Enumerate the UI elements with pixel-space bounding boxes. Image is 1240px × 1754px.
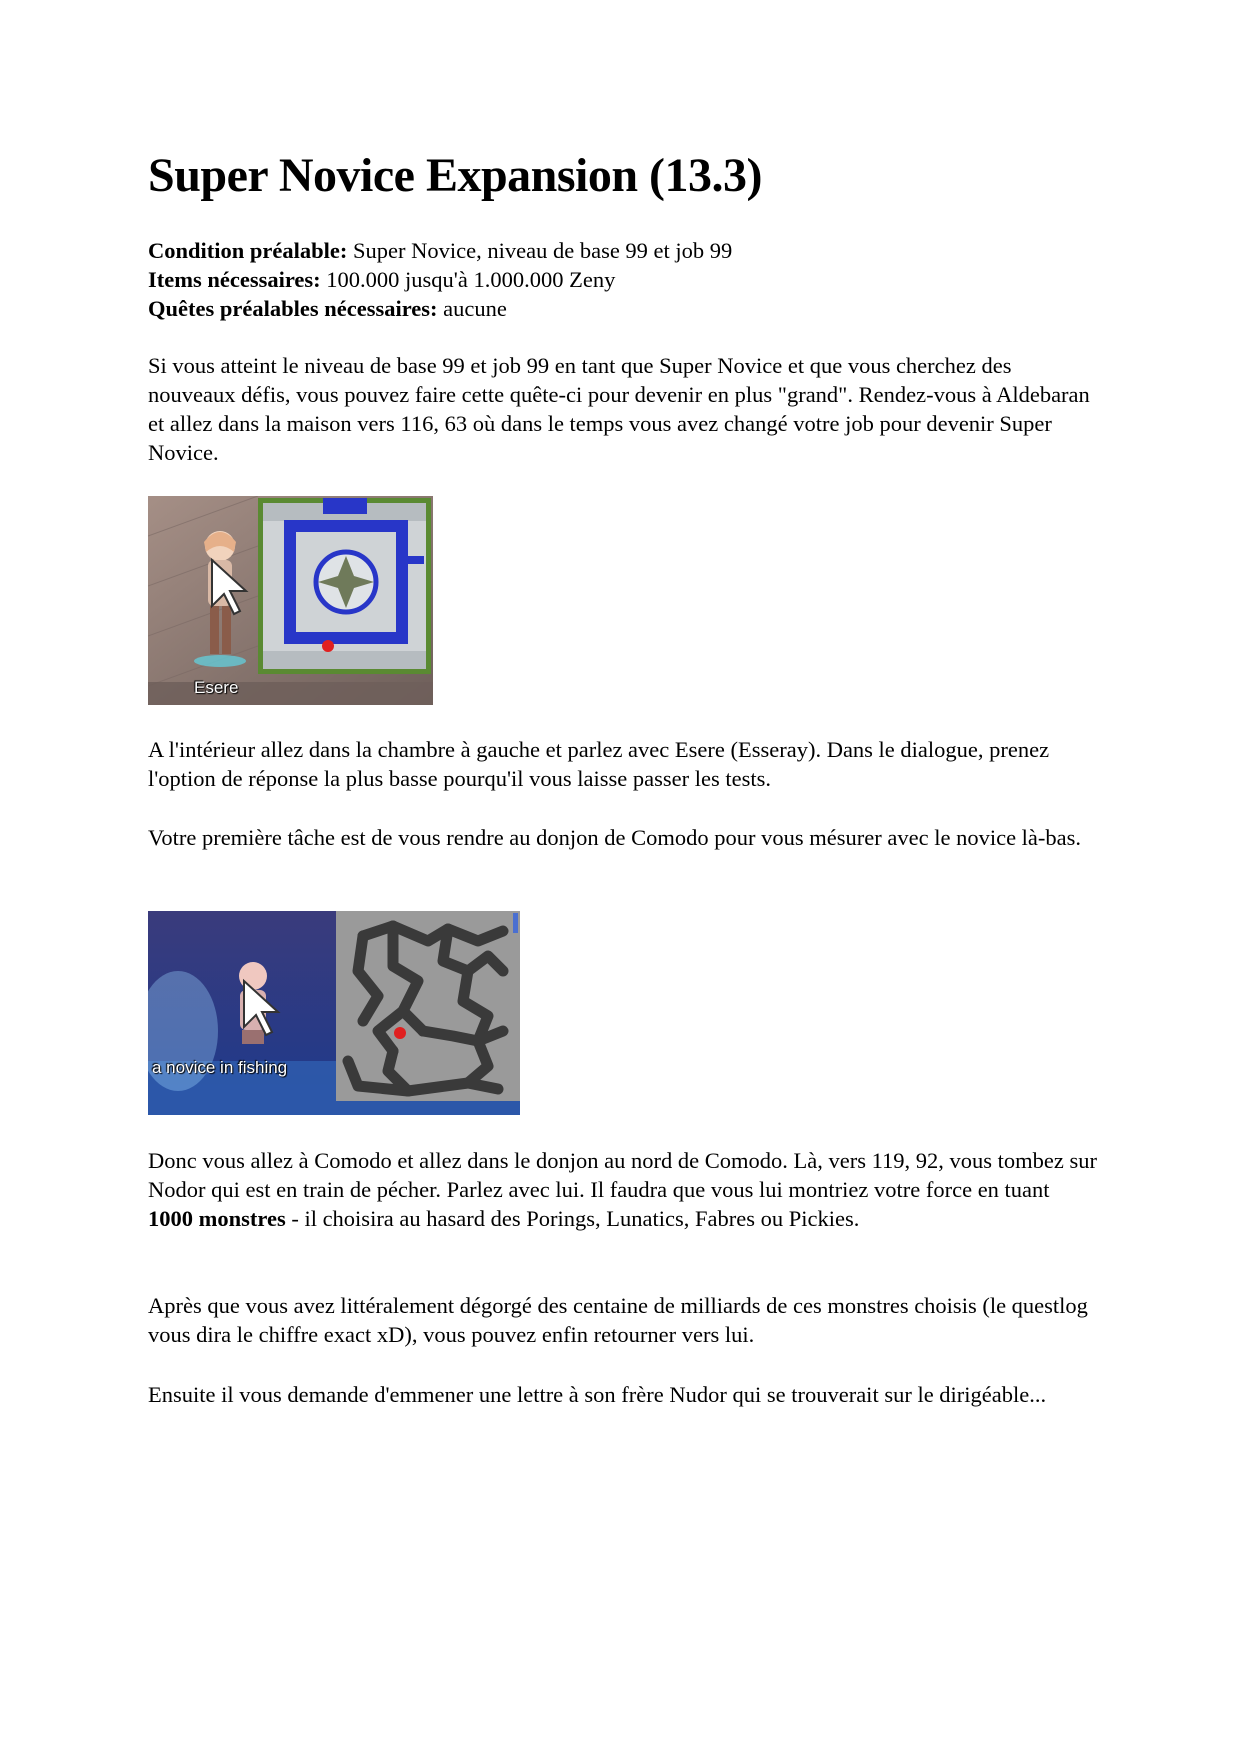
esere-paragraph: A l'intérieur allez dans la chambre à gauche et parlez avec Esere (Esseray). Dans le dialogue, prenez l'option de réponse la plus basse pourqu'il vous laisse passer les tests. [148,737,1050,791]
requirement-condition: Condition préalable: Super Novice, niveau de base 99 et job 99 [148,238,733,263]
monster-count: 1000 monstres [148,1206,286,1231]
requirements-block [148,236,732,323]
esere-scene-image [148,496,433,705]
dungeon-scene-image [148,911,520,1115]
esere-screenshot [148,496,433,705]
fishing-novice-caption: a novice in fishing [152,1058,288,1077]
requirement-quests: Quêtes préalables nécessaires: aucune [148,296,507,321]
comodo-paragraph: Donc vous allez à Comodo et allez dans le donjon au nord de Comodo. Là, vers 119, 92, vous tombez sur Nodor qui est en train de pécher. Parlez avec lui. Il faudra que vous lui montriez votre force en tuant 1000 monstres - il choisira au hasard des Porings, Lunatics, Fabres ou Pickies. [148,1148,1097,1231]
esere-caption: Esere [194,678,239,697]
requirement-items: Items nécessaires: 100.000 jusqu'à 1.000.000 Zeny [148,267,616,292]
letter-paragraph: Ensuite il vous demande d'emmener une lettre à son frère Nudor qui se trouverait sur le dirigéable... [148,1382,1047,1407]
fishing-novice-screenshot [148,911,520,1115]
page-title: Super Novice Expansion (13.3) [148,149,763,202]
first-task-paragraph: Votre première tâche est de vous rendre au donjon de Comodo pour vous mésurer avec le novice là-bas. [148,825,1082,850]
intro-paragraph: Si vous atteint le niveau de base 99 et job 99 en tant que Super Novice et que vous cherchez des nouveaux défis, vous pouvez faire cette quête-ci pour devenir en plus "grand". Rendez-vous à Aldebaran et allez dans la maison vers 116, 63 où dans le temps vous avez changé votre job pour devenir Super Novice. [148,353,1090,465]
after-kills-paragraph: Après que vous avez littéralement dégorgé des centaine de milliards de ces monstres choisis (le questlog vous dira le chiffre exact xD), vous pouvez enfin retourner vers lui. [148,1293,1088,1347]
